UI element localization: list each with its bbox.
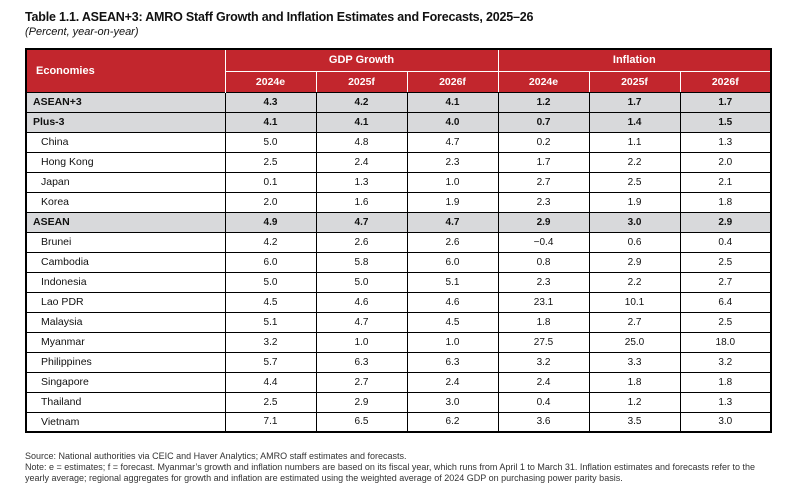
value-cell: 4.1 xyxy=(316,112,407,132)
table-row xyxy=(26,412,771,432)
value-cell: 4.6 xyxy=(407,292,498,312)
table-row xyxy=(26,332,771,352)
value-cell: 4.8 xyxy=(316,132,407,152)
table-row xyxy=(26,252,771,272)
value-cell: 2.2 xyxy=(589,152,680,172)
value-cell: 6.0 xyxy=(407,252,498,272)
value-cell: 4.5 xyxy=(225,292,316,312)
value-cell: 1.0 xyxy=(407,172,498,192)
table-row xyxy=(26,292,771,312)
economy-name: Lao PDR xyxy=(26,292,225,312)
value-cell: 6.3 xyxy=(316,352,407,372)
value-cell: 2.3 xyxy=(498,272,589,292)
value-cell: 2.2 xyxy=(589,272,680,292)
economy-name: Singapore xyxy=(26,372,225,392)
value-cell: 1.3 xyxy=(680,132,771,152)
value-cell: 4.7 xyxy=(316,212,407,232)
value-cell: 5.0 xyxy=(316,272,407,292)
value-cell: 4.1 xyxy=(225,112,316,132)
value-cell: 6.2 xyxy=(407,412,498,432)
economy-name: Plus-3 xyxy=(26,112,225,132)
value-cell: 1.2 xyxy=(589,392,680,412)
value-cell: 5.0 xyxy=(225,132,316,152)
value-cell: 3.2 xyxy=(680,352,771,372)
forecast-table xyxy=(25,48,772,433)
value-cell: 3.2 xyxy=(225,332,316,352)
economy-name: Malaysia xyxy=(26,312,225,332)
value-cell: 6.5 xyxy=(316,412,407,432)
value-cell: 1.7 xyxy=(589,92,680,112)
value-cell: 5.1 xyxy=(407,272,498,292)
value-cell: 4.0 xyxy=(407,112,498,132)
value-cell: 2.7 xyxy=(680,272,771,292)
table-row xyxy=(26,172,771,192)
value-cell: 1.8 xyxy=(680,192,771,212)
value-cell: 5.0 xyxy=(225,272,316,292)
value-cell: 3.5 xyxy=(589,412,680,432)
value-cell: 1.5 xyxy=(680,112,771,132)
value-cell: 4.2 xyxy=(316,92,407,112)
value-cell: 1.7 xyxy=(498,152,589,172)
value-cell: 4.7 xyxy=(407,212,498,232)
value-cell: 5.1 xyxy=(225,312,316,332)
table-row xyxy=(26,352,771,372)
value-cell: 1.3 xyxy=(316,172,407,192)
value-cell: 18.0 xyxy=(680,332,771,352)
value-cell: 7.1 xyxy=(225,412,316,432)
value-cell: 1.8 xyxy=(498,312,589,332)
value-cell: 0.4 xyxy=(680,232,771,252)
economy-name: Cambodia xyxy=(26,252,225,272)
value-cell: 4.7 xyxy=(407,132,498,152)
value-cell: 4.4 xyxy=(225,372,316,392)
value-cell: 4.6 xyxy=(316,292,407,312)
value-cell: 10.1 xyxy=(589,292,680,312)
table-row xyxy=(26,372,771,392)
table-row xyxy=(26,392,771,412)
value-cell: 0.2 xyxy=(498,132,589,152)
value-cell: 0.4 xyxy=(498,392,589,412)
value-cell: 2.5 xyxy=(680,312,771,332)
value-cell: 2.4 xyxy=(498,372,589,392)
value-cell: 1.9 xyxy=(407,192,498,212)
economy-name: Japan xyxy=(26,172,225,192)
value-cell: 4.2 xyxy=(225,232,316,252)
value-cell: 2.7 xyxy=(498,172,589,192)
value-cell: 1.0 xyxy=(316,332,407,352)
value-cell: 1.9 xyxy=(589,192,680,212)
value-cell: 2.5 xyxy=(589,172,680,192)
value-cell: 5.8 xyxy=(316,252,407,272)
economy-name: Philippines xyxy=(26,352,225,372)
table-row xyxy=(26,112,771,132)
value-cell: 2.7 xyxy=(589,312,680,332)
value-cell: 1.8 xyxy=(589,372,680,392)
value-cell: 5.7 xyxy=(225,352,316,372)
year-header: 2025f xyxy=(589,71,680,92)
value-cell: 1.3 xyxy=(680,392,771,412)
value-cell: 3.0 xyxy=(680,412,771,432)
economy-name: China xyxy=(26,132,225,152)
economy-name: ASEAN+3 xyxy=(26,92,225,112)
table-row xyxy=(26,152,771,172)
value-cell: 0.6 xyxy=(589,232,680,252)
value-cell: 1.1 xyxy=(589,132,680,152)
group-header-row xyxy=(26,49,771,71)
value-cell: 3.3 xyxy=(589,352,680,372)
value-cell: 2.5 xyxy=(225,392,316,412)
economy-name: Brunei xyxy=(26,232,225,252)
year-header: 2026f xyxy=(407,71,498,92)
year-header: 2025f xyxy=(316,71,407,92)
value-cell: 2.6 xyxy=(316,232,407,252)
value-cell: 0.8 xyxy=(498,252,589,272)
value-cell: 2.5 xyxy=(225,152,316,172)
table-footnotes xyxy=(25,451,773,484)
year-header: 2026f xyxy=(680,71,771,92)
economy-name: Vietnam xyxy=(26,412,225,432)
table-subtitle: (Percent, year-on-year) xyxy=(25,26,139,38)
economy-name: Thailand xyxy=(26,392,225,412)
table-row xyxy=(26,272,771,292)
value-cell: 2.1 xyxy=(680,172,771,192)
economy-name: Hong Kong xyxy=(26,152,225,172)
value-cell: −0.4 xyxy=(498,232,589,252)
gdp-growth-group-header: GDP Growth xyxy=(225,49,498,71)
value-cell: 2.6 xyxy=(407,232,498,252)
economy-name: Myanmar xyxy=(26,332,225,352)
value-cell: 0.7 xyxy=(498,112,589,132)
value-cell: 4.3 xyxy=(225,92,316,112)
value-cell: 23.1 xyxy=(498,292,589,312)
table-row xyxy=(26,132,771,152)
value-cell: 3.0 xyxy=(407,392,498,412)
value-cell: 2.9 xyxy=(680,212,771,232)
value-cell: 25.0 xyxy=(589,332,680,352)
value-cell: 2.4 xyxy=(407,372,498,392)
economies-column-header: Economies xyxy=(26,49,225,92)
value-cell: 27.5 xyxy=(498,332,589,352)
source-note: Source: National authorities via CEIC and Haver Analytics; AMRO staff estimates and forecasts. xyxy=(25,451,407,461)
value-cell: 3.2 xyxy=(498,352,589,372)
value-cell: 1.8 xyxy=(680,372,771,392)
general-note: Note: e = estimates; f = forecast. Myanmar’s growth and inflation numbers are based on its fiscal year, which runs from April 1 to March 31. Inflation estimates and forecasts refer to the yearly average; regional aggregates for growth and inflation are estimated using the weighted average of 2024 GDP on purchasing power parity basis. xyxy=(25,462,756,484)
table-header xyxy=(26,49,771,92)
value-cell: 2.3 xyxy=(498,192,589,212)
table-title: Table 1.1. ASEAN+3: AMRO Staff Growth and Inflation Estimates and Forecasts, 2025–26 xyxy=(25,10,534,24)
economy-name: ASEAN xyxy=(26,212,225,232)
table-row xyxy=(26,232,771,252)
value-cell: 1.6 xyxy=(316,192,407,212)
value-cell: 4.9 xyxy=(225,212,316,232)
economy-name: Indonesia xyxy=(26,272,225,292)
value-cell: 4.7 xyxy=(316,312,407,332)
inflation-group-header: Inflation xyxy=(498,49,771,71)
value-cell: 2.9 xyxy=(498,212,589,232)
year-header: 2024e xyxy=(498,71,589,92)
table-row xyxy=(26,312,771,332)
value-cell: 2.9 xyxy=(316,392,407,412)
table-body xyxy=(26,92,771,432)
table-row xyxy=(26,192,771,212)
value-cell: 6.0 xyxy=(225,252,316,272)
value-cell: 2.5 xyxy=(680,252,771,272)
year-header: 2024e xyxy=(225,71,316,92)
value-cell: 6.4 xyxy=(680,292,771,312)
value-cell: 3.0 xyxy=(589,212,680,232)
value-cell: 2.9 xyxy=(589,252,680,272)
table-row xyxy=(26,212,771,232)
value-cell: 3.6 xyxy=(498,412,589,432)
value-cell: 2.0 xyxy=(680,152,771,172)
value-cell: 4.1 xyxy=(407,92,498,112)
value-cell: 2.4 xyxy=(316,152,407,172)
value-cell: 6.3 xyxy=(407,352,498,372)
value-cell: 2.3 xyxy=(407,152,498,172)
table-row xyxy=(26,92,771,112)
economy-name: Korea xyxy=(26,192,225,212)
value-cell: 1.2 xyxy=(498,92,589,112)
value-cell: 2.7 xyxy=(316,372,407,392)
value-cell: 0.1 xyxy=(225,172,316,192)
value-cell: 1.4 xyxy=(589,112,680,132)
value-cell: 1.7 xyxy=(680,92,771,112)
value-cell: 1.0 xyxy=(407,332,498,352)
value-cell: 4.5 xyxy=(407,312,498,332)
value-cell: 2.0 xyxy=(225,192,316,212)
